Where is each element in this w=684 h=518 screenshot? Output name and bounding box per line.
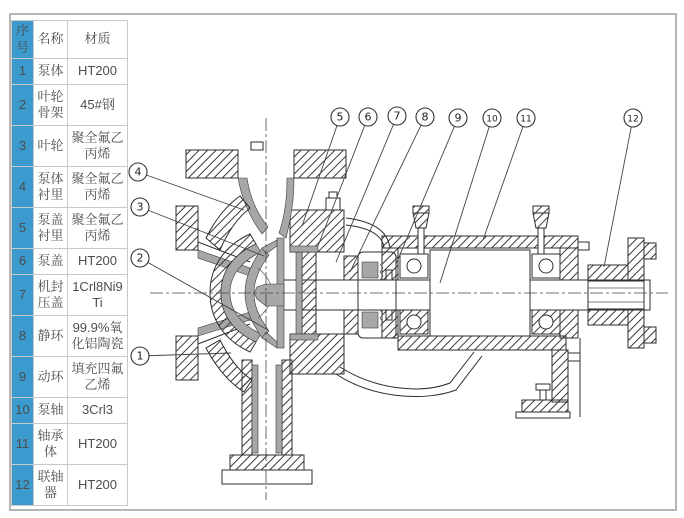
svg-text:3: 3 bbox=[136, 200, 144, 214]
part-name-cell: 叶轮骨架 bbox=[34, 85, 68, 126]
part-no-cell: 4 bbox=[12, 167, 34, 208]
part-name-cell: 泵体 bbox=[34, 59, 68, 85]
part-name-cell: 轴承体 bbox=[34, 424, 68, 465]
svg-text:7: 7 bbox=[393, 109, 401, 123]
material-cell: HT200 bbox=[68, 249, 128, 275]
material-cell: 聚全氟乙丙烯 bbox=[68, 126, 128, 167]
table-row bbox=[12, 275, 128, 316]
svg-text:10: 10 bbox=[486, 114, 498, 125]
svg-text:1: 1 bbox=[136, 349, 144, 363]
part-no-cell: 6 bbox=[12, 249, 34, 275]
svg-text:5: 5 bbox=[336, 110, 344, 124]
table-row bbox=[12, 208, 128, 249]
table-row bbox=[12, 126, 128, 167]
table-header-row bbox=[12, 21, 128, 59]
part-name-cell: 泵盖 bbox=[34, 249, 68, 275]
part-name-cell: 动环 bbox=[34, 357, 68, 398]
table-row bbox=[12, 59, 128, 85]
part-name-cell: 联轴器 bbox=[34, 465, 68, 506]
material-cell: 3Crl3 bbox=[68, 398, 128, 424]
part-no-cell: 3 bbox=[12, 126, 34, 167]
part-no-cell: 2 bbox=[12, 85, 34, 126]
part-no-cell: 10 bbox=[12, 398, 34, 424]
svg-text:6: 6 bbox=[364, 110, 372, 124]
svg-text:4: 4 bbox=[134, 165, 142, 179]
part-name-cell: 泵盖衬里 bbox=[34, 208, 68, 249]
parts-table bbox=[11, 20, 128, 506]
material-cell: HT200 bbox=[68, 59, 128, 85]
part-no-cell: 5 bbox=[12, 208, 34, 249]
col-header-material: 材质 bbox=[68, 21, 128, 59]
table-row bbox=[12, 316, 128, 357]
part-name-cell: 泵轴 bbox=[34, 398, 68, 424]
material-cell: 99.9%氧化铝陶瓷 bbox=[68, 316, 128, 357]
table-row bbox=[12, 85, 128, 126]
material-cell: 聚全氟乙丙烯 bbox=[68, 167, 128, 208]
svg-text:2: 2 bbox=[136, 251, 144, 265]
svg-text:11: 11 bbox=[520, 114, 532, 125]
col-header-no: 序号 bbox=[12, 21, 34, 59]
material-cell: HT200 bbox=[68, 465, 128, 506]
table-row bbox=[12, 167, 128, 208]
svg-text:12: 12 bbox=[627, 114, 639, 125]
part-no-cell: 9 bbox=[12, 357, 34, 398]
part-no-cell: 12 bbox=[12, 465, 34, 506]
table-row bbox=[12, 398, 128, 424]
material-cell: HT200 bbox=[68, 424, 128, 465]
part-no-cell: 11 bbox=[12, 424, 34, 465]
part-no-cell: 7 bbox=[12, 275, 34, 316]
part-no-cell: 1 bbox=[12, 59, 34, 85]
part-name-cell: 泵体衬里 bbox=[34, 167, 68, 208]
part-name-cell: 叶轮 bbox=[34, 126, 68, 167]
svg-text:8: 8 bbox=[421, 110, 429, 124]
table-row bbox=[12, 249, 128, 275]
table-row bbox=[12, 465, 128, 506]
material-cell: 45#钢 bbox=[68, 85, 128, 126]
material-cell: 1Crl8Ni9Ti bbox=[68, 275, 128, 316]
callout-11 bbox=[483, 109, 535, 240]
part-name-cell: 机封压盖 bbox=[34, 275, 68, 316]
part-no-cell: 8 bbox=[12, 316, 34, 357]
parts-table-body bbox=[12, 59, 128, 506]
material-cell: 填充四氟乙烯 bbox=[68, 357, 128, 398]
impeller-hub bbox=[254, 284, 284, 306]
svg-text:9: 9 bbox=[454, 111, 462, 125]
table-row bbox=[12, 424, 128, 465]
col-header-name: 名称 bbox=[34, 21, 68, 59]
part-name-cell: 静环 bbox=[34, 316, 68, 357]
material-cell: 聚全氟乙丙烯 bbox=[68, 208, 128, 249]
table-row bbox=[12, 357, 128, 398]
